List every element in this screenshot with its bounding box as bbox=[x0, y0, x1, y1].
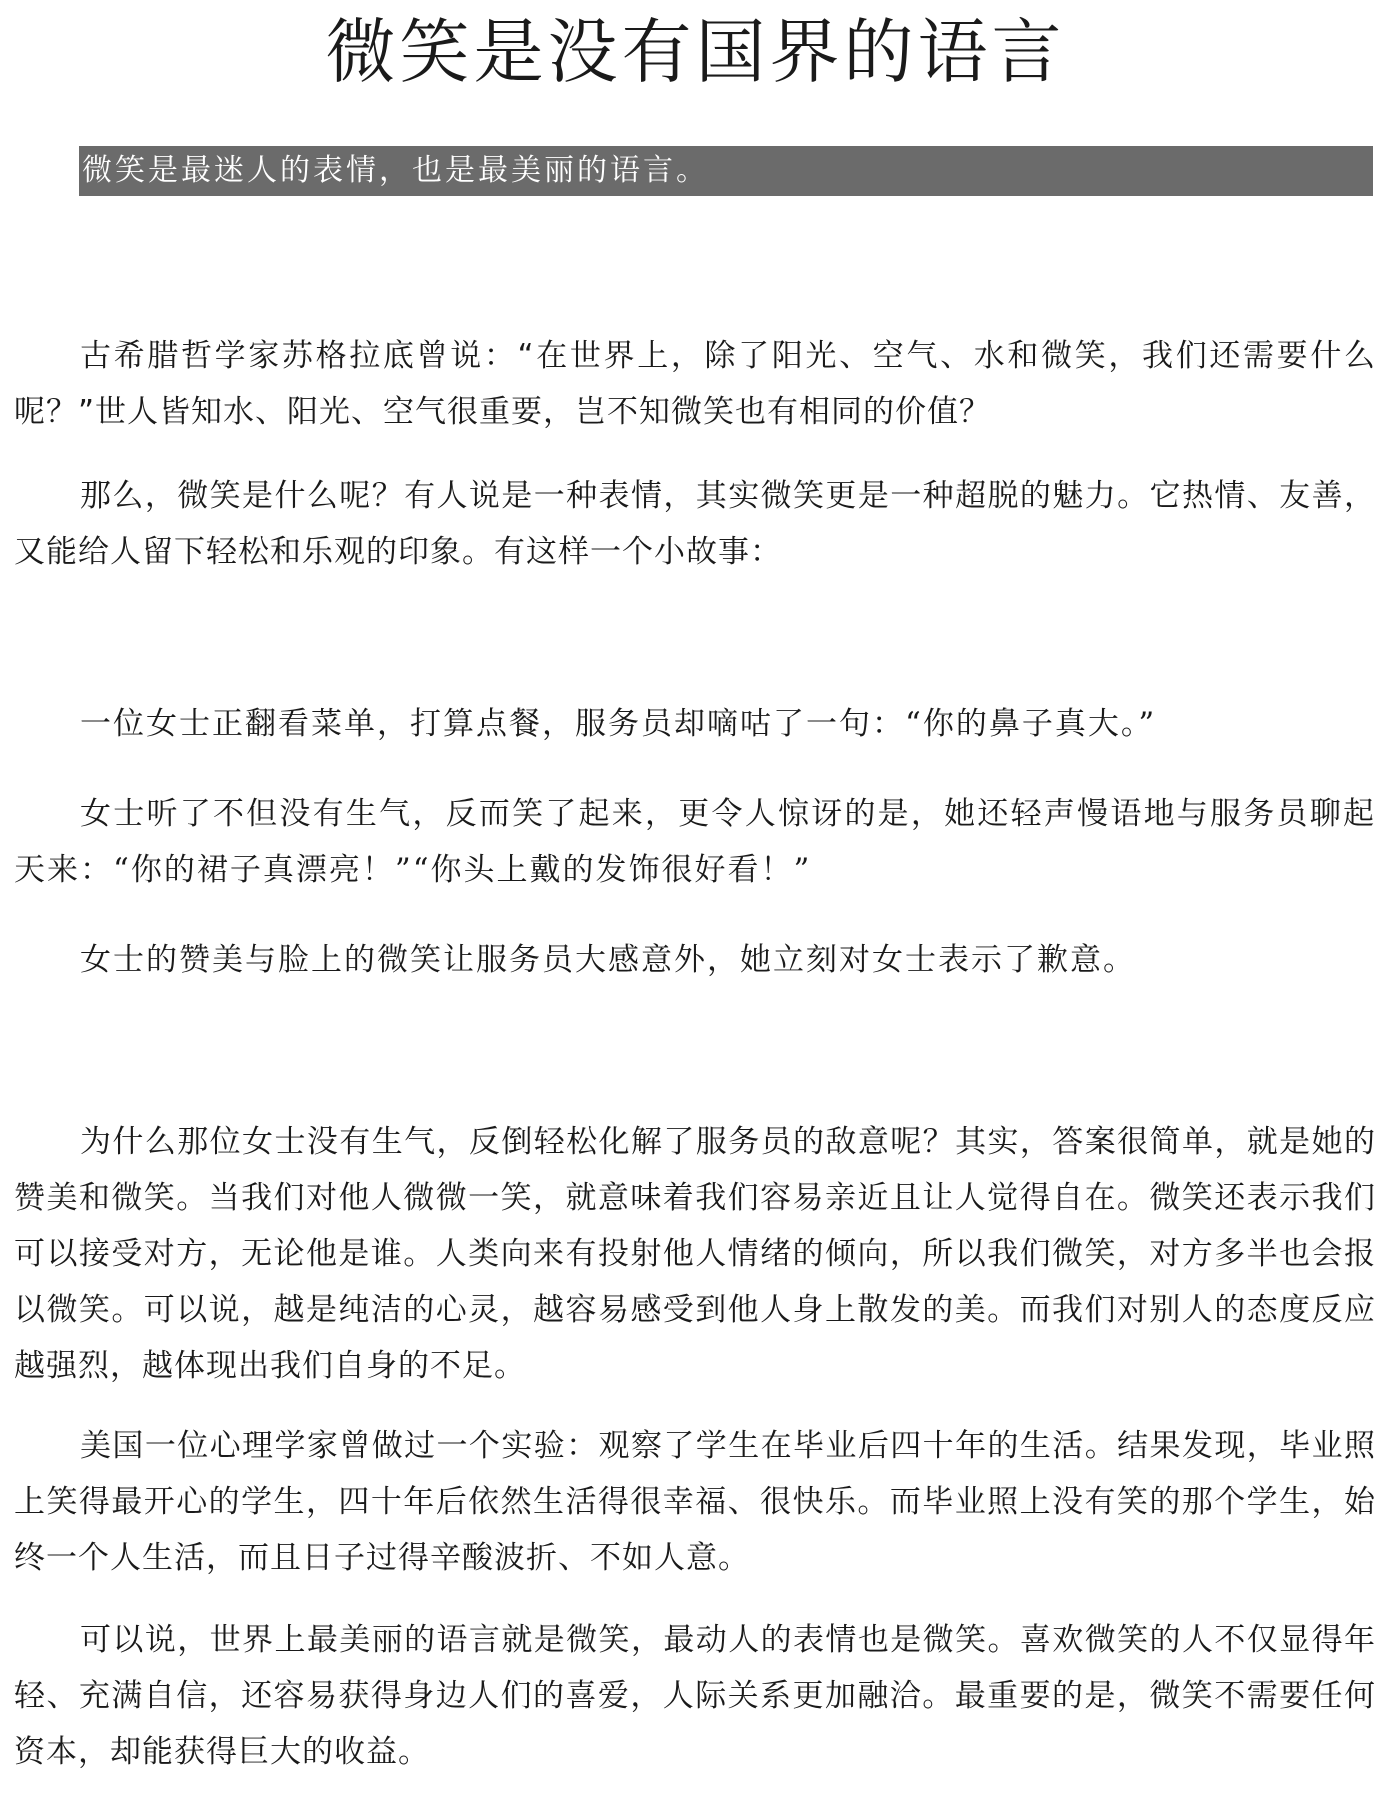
paragraph-1: 古希腊哲学家苏格拉底曾说：“在世界上，除了阳光、空气、水和微笑，我们还需要什么呢？”世人皆知水、阳光、空气很重要，岂不知微笑也有相同的价值？ bbox=[14, 338, 1376, 430]
paragraph-7: 美国一位心理学家曾做过一个实验：观察了学生在毕业后四十年的生活。结果发现，毕业照上笑得最开心的学生，四十年后依然生活得很幸福、很快乐。而毕业照上没有笑的那个学生，始终一个人生活，而且日子过得辛酸波折、不如人意。 bbox=[14, 1428, 1376, 1576]
subtitle-banner: 微笑是最迷人的表情，也是最美丽的语言。 bbox=[79, 146, 1373, 196]
page-title: 微笑是没有国界的语言 bbox=[325, 11, 1066, 93]
paragraph-6: 为什么那位女士没有生气，反倒轻松化解了服务员的敌意呢？其实，答案很简单，就是她的赞美和微笑。当我们对他人微微一笑，就意味着我们容易亲近且让人觉得自在。微笑还表示我们可以接受对方，无论他是谁。人类向来有投射他人情绪的倾向，所以我们微笑，对方多半也会报以微笑。可以说，越是纯洁的心灵，越容易感受到他人身上散发的美。而我们对别人的态度反应越强烈，越体现出我们自身的不足。 bbox=[14, 1124, 1376, 1384]
paragraph-4: 女士听了不但没有生气，反而笑了起来，更令人惊讶的是，她还轻声慢语地与服务员聊起天来：“你的裙子真漂亮！”“你头上戴的发饰很好看！” bbox=[14, 796, 1376, 888]
paragraph-2: 那么，微笑是什么呢？有人说是一种表情，其实微笑更是一种超脱的魅力。它热情、友善，又能给人留下轻松和乐观的印象。有这样一个小故事： bbox=[14, 478, 1376, 570]
paragraph-8: 可以说，世界上最美丽的语言就是微笑，最动人的表情也是微笑。喜欢微笑的人不仅显得年轻、充满自信，还容易获得身边人们的喜爱，人际关系更加融洽。最重要的是，微笑不需要任何资本，却能获得巨大的收益。 bbox=[14, 1622, 1376, 1770]
paragraph-3: 一位女士正翻看菜单，打算点餐，服务员却嘀咕了一句：“你的鼻子真大。” bbox=[80, 706, 1157, 742]
paragraph-5: 女士的赞美与脸上的微笑让服务员大感意外，她立刻对女士表示了歉意。 bbox=[80, 942, 1136, 978]
